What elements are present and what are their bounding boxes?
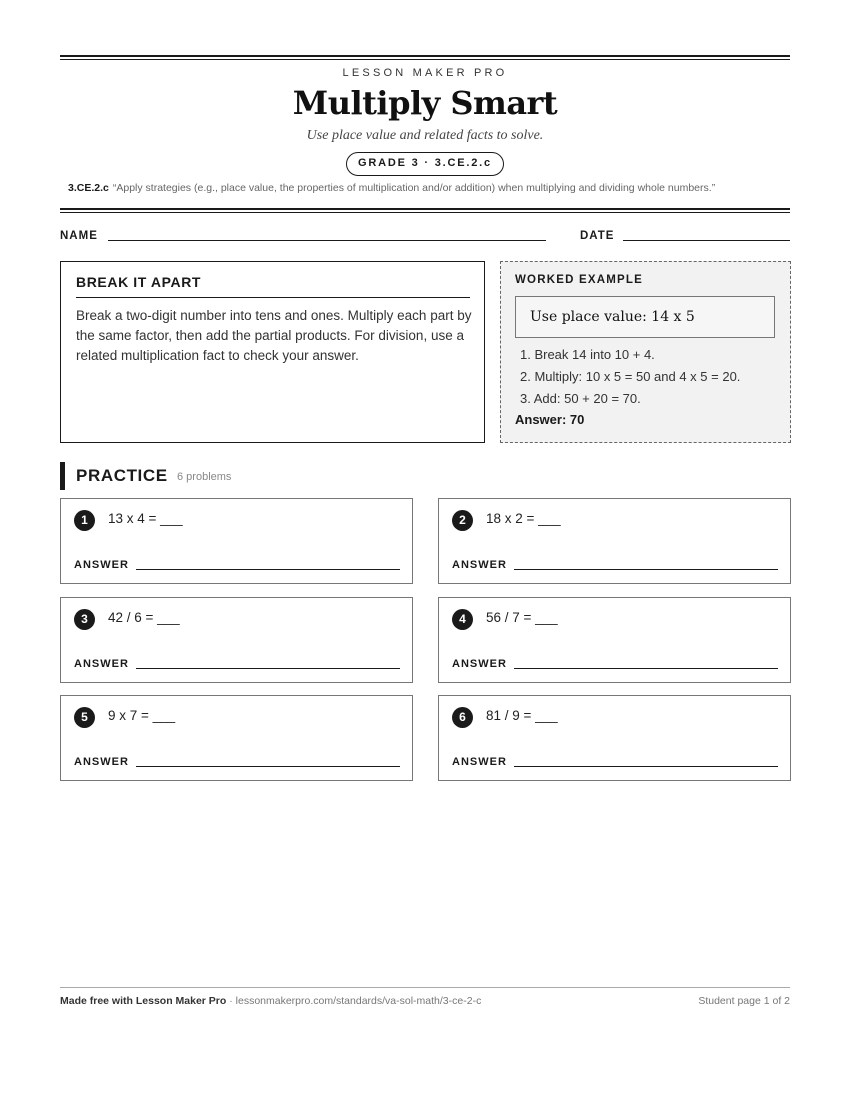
answer-label: ANSWER xyxy=(452,559,507,571)
worked-example-box xyxy=(500,261,791,443)
practice-title: PRACTICE xyxy=(76,466,168,485)
answer-label: ANSWER xyxy=(452,756,507,768)
answer-label: ANSWER xyxy=(74,756,129,768)
brand-name: LESSON MAKER PRO xyxy=(342,67,508,79)
worked-example-answer: Answer: 70 xyxy=(515,412,585,427)
answer-line[interactable] xyxy=(136,668,400,669)
name-label: NAME xyxy=(60,230,98,242)
student-fields xyxy=(60,228,790,248)
answer-label: ANSWER xyxy=(452,658,507,670)
date-field-line[interactable] xyxy=(623,240,790,241)
problem-question: 9 x 7 = ___ xyxy=(108,708,176,723)
worked-example-equation: Use place value: 14 x 5 xyxy=(515,296,775,338)
worked-step: 2. Multiply: 10 x 5 = 50 and 4 x 5 = 20. xyxy=(520,369,741,384)
problem-card xyxy=(438,695,791,781)
date-label: DATE xyxy=(580,230,615,242)
problem-question: 18 x 2 = ___ xyxy=(486,511,561,526)
problem-number-badge: 2 xyxy=(452,510,473,531)
problem-card xyxy=(60,498,413,584)
name-field-line[interactable] xyxy=(108,240,546,241)
problem-question: 56 / 7 = ___ xyxy=(486,610,558,625)
answer-line[interactable] xyxy=(136,766,400,767)
footer-made-with: Made free with Lesson Maker Pro xyxy=(60,995,227,1007)
answer-line[interactable] xyxy=(136,569,400,570)
header-bottom-double-rule xyxy=(60,208,790,213)
standard-text: “Apply strategies (e.g., place value, the properties of multiplication and/or addition) when multiplying and dividing whole numbers.” xyxy=(112,182,716,194)
problem-question: 81 / 9 = ___ xyxy=(486,708,558,723)
problem-number-badge: 5 xyxy=(74,707,95,728)
page-title: Multiply Smart xyxy=(292,84,558,122)
problem-question: 13 x 4 = ___ xyxy=(108,511,183,526)
problem-number-badge: 3 xyxy=(74,609,95,630)
problem-card xyxy=(60,597,413,683)
footer-page-number: Student page 1 of 2 xyxy=(698,995,790,1007)
problem-number-badge: 4 xyxy=(452,609,473,630)
page-subtitle: Use place value and related facts to solve. xyxy=(306,128,544,143)
break-it-apart-box xyxy=(60,261,485,443)
problem-number-badge: 6 xyxy=(452,707,473,728)
top-double-rule xyxy=(60,55,790,60)
standard-line xyxy=(68,182,790,194)
problem-card xyxy=(438,597,791,683)
worked-example-steps xyxy=(520,344,740,410)
break-it-apart-title: BREAK IT APART xyxy=(76,274,470,298)
problem-card xyxy=(60,695,413,781)
worked-step: 3. Add: 50 + 20 = 70. xyxy=(520,391,641,406)
footer-rule xyxy=(60,987,790,988)
worked-example-title: WORKED EXAMPLE xyxy=(515,274,643,286)
answer-line[interactable] xyxy=(514,668,778,669)
problem-card xyxy=(438,498,791,584)
practice-accent-bar xyxy=(60,462,65,490)
answer-line[interactable] xyxy=(514,766,778,767)
answer-label: ANSWER xyxy=(74,658,129,670)
problem-number-badge: 1 xyxy=(74,510,95,531)
standard-code: 3.CE.2.c xyxy=(68,182,109,194)
worked-step: 1. Break 14 into 10 + 4. xyxy=(520,347,655,362)
answer-line[interactable] xyxy=(514,569,778,570)
problem-question: 42 / 6 = ___ xyxy=(108,610,180,625)
footer-url[interactable]: · lessonmakerpro.com/standards/va-sol-math/3-ce-2-c xyxy=(226,995,482,1007)
grade-badge: GRADE 3 · 3.CE.2.c xyxy=(346,152,504,176)
footer-credit xyxy=(60,995,481,1007)
break-it-apart-text: Break a two-digit number into tens and ones. Multiply each part by the same factor, then add the partial products. For division, use a related multiplication fact to check your answer. xyxy=(76,308,472,363)
practice-count: 6 problems xyxy=(177,471,232,483)
answer-label: ANSWER xyxy=(74,559,129,571)
